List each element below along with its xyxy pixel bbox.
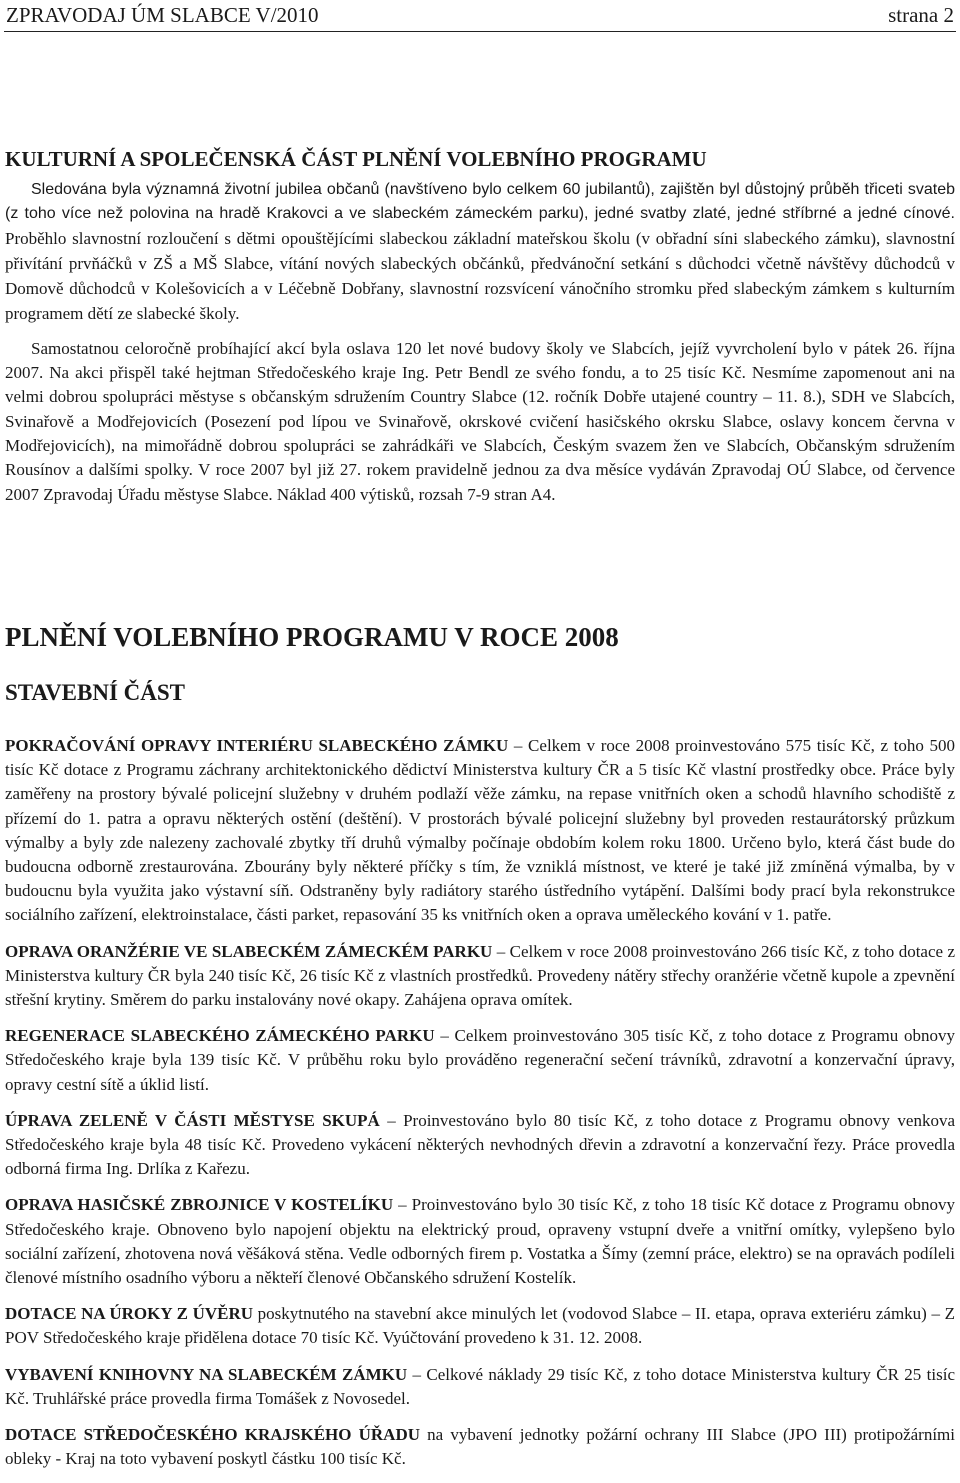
cultural-section-title: KULTURNÍ A SPOLEČENSKÁ ČÁST PLNĚNÍ VOLEBNÍHO PROGRAMU: [5, 147, 707, 171]
item-head: ÚPRAVA ZELENĚ V ČÁSTI MĚSTYSE SKUPÁ: [5, 1110, 380, 1130]
cultural-paragraph-1b: Proběhlo slavnostní rozloučení s dětmi opouštějícími slabeckou základní mateřskou školu (v obřadní síni slabeckého zámku), slavnostní přivítání prvňáčků v ZŠ a MŠ Slabce, vítání nových slabeckých občánků, předvánoční setkání s důchodci včetně návštěvy důchodců v Domově důchodců v Kolešovicích a v Léčebně Dobřany, slavnostní rozsvícení vánočního stromku před slabeckým zámkem s kulturním programem dětí ze slabecké školy.: [5, 228, 955, 324]
cultural-section-body: [5, 178, 955, 516]
item-head: OPRAVA ORANŽÉRIE VE SLABECKÉM ZÁMECKÉM PARKU: [5, 941, 493, 961]
item-text: – Proinvestováno bylo 80 tisíc Kč, z toho dotace z Programu obnovy venkova Středočeského kraje byla 48 tisíc Kč. Provedeno vykácení některých nevhodných dřevin a zdravotní a konzervační řezy. Práce provedla odborná firma Ing. Drlíka z Kařezu.: [5, 1110, 955, 1179]
item-orangery: [5, 940, 955, 1013]
item-castle-interior: [5, 734, 955, 928]
newsletter-title: ZPRAVODAJ ÚM SLABCE V/2010: [6, 3, 319, 27]
item-text: – Celkem v roce 2008 proinvestováno 575 tisíc Kč, z toho 500 tisíc Kč dotace z Programu záchrany architektonického dědictví Ministerstva kultury ČR a 5 tisíc Kč vlastní prostředky obce. Práce byly zaměřeny na prostory bývalé policejní služebny v druhém podlaží věže zámku, na repase vnitřních oken a schodů hlavního schodiště z přízemí do 1. patra a opravu některých ostění (deštění). V prostorách bývalé policejní služebny byl proveden restaurátorský průzkum výmalby a byly zde nalezeny zachovalé zbytky tří druhů výmalby počínaje obdobím kolem roku 1800. Určeno bylo, která část bude do budoucna odborně zrestaurována. Zbourány byly některé příčky s tím, že vzniklá místnost, ve které je také již zmíněná výmalba, by v budoucnu byla využita jako výstavní síň. Odstraněny byly radiátory starého ústředního vytápění. Dalšími body prací byla rekonstrukce sociálního zařízení, elektroinstalace, části parket, repasování 35 ks vnitřních oken a oprava uměleckého kování v 1. patře.: [5, 736, 955, 925]
cultural-paragraph-1: [5, 178, 955, 328]
item-text: – Celkem proinvestováno 305 tisíc Kč, z toho dotace z Programu obnovy Středočeského kraje byla 139 tisíc Kč. V průběhu roku bylo prováděno regenerační sečení trávníků, zdravotní a konzervační úpravy, opravy cestní sítě a úklid listí.: [5, 1026, 955, 1094]
item-text: – Celkem v roce 2008 proinvestováno 266 tisíc Kč, z toho dotace z Ministerstva kultury ČR byla 240 tisíc Kč, 26 tisíc Kč z vlastních prostředků. Provedeny nátěry střechy oranžérie včetně kupole a zpevnění střešní krytiny. Směrem do parku instalovány nové okapy. Zahájena oprava omítek.: [5, 941, 955, 1010]
item-loan-interest: [5, 1302, 955, 1350]
item-fire-station: [5, 1193, 955, 1290]
construction-subtitle: STAVEBNÍ ČÁST: [5, 680, 186, 705]
construction-items: [5, 734, 955, 1483]
item-text: – Celkové náklady 29 tisíc Kč, z toho dotace Ministerstva kultury ČR 25 tisíc Kč. Truhlářské práce provedla firma Tomášek z Novosedel.: [5, 1364, 955, 1408]
item-regional-subsidy: [5, 1423, 955, 1471]
program-2008-title: PLNĚNÍ VOLEBNÍHO PROGRAMU V ROCE 2008: [5, 622, 619, 652]
item-greenery-skupa: [5, 1109, 955, 1182]
cultural-paragraph-2: Samostatnou celoročně probíhající akcí byla oslava 120 let nové budovy školy ve Slabcích, jejíž vyvrcholení bylo v pátek 26. října 2007. Na akci přispěl také hejtman Středočeského kraje Ing. Petr Bendl ze svého fondu, a to 25 tisíc Kč. Nesmíme zapomenout ani na velmi dobrou spolupráci městyse s občanským sdružením Country Slabce (12. ročník Dobře utajené country – 11. 8.), SDH ve Slabcích, Svinařově a Modřejovicích (Posezení pod lípou ve Svinařově, okrskové cvičení hasičského okrsku Slabce, oslavy koncem června v Modřejovicích), na mimořádně dobrou spolupráci se zahrádkáři ve Slabcích, Českým svazem žen ve Slabcích, Občanským sdružením Rousínov a dalšími spolky. V roce 2007 byl již 27. rokem pravidelně jednou za dva měsíce vydáván Zpravodaj OÚ Slabce, od července 2007 Zpravodaj Úřadu městyse Slabce. Náklad 400 výtisků, rozsah 7-9 stran A4.: [5, 338, 955, 504]
page-header: [4, 0, 956, 32]
item-text: na vybavení jednotky požární ochrany III Slabce (JPO III) protipožárními obleky - Kraj na toto vybavení poskytl částku 100 tisíc Kč.: [5, 1425, 955, 1469]
item-head: DOTACE STŘEDOČESKÉHO KRAJSKÉHO ÚŘADU: [5, 1425, 421, 1445]
item-head: DOTACE NA ÚROKY Z ÚVĚRU: [5, 1304, 254, 1324]
item-head: REGENERACE SLABECKÉHO ZÁMECKÉHO PARKU: [5, 1026, 435, 1046]
item-park-regeneration: [5, 1024, 955, 1097]
page-number: strana 2: [888, 3, 954, 27]
cultural-paragraph-1a: Sledována byla významná životní jubilea občanů (navštíveno bylo celkem 60 jubilantů), zajištěn byl důstojný průběh třiceti svateb (z toho více než polovina na hradě Krakovci a ve slabeckém zámeckém parku), jedné svatby zlaté, jedné stříbrné a jedné cínové.: [5, 181, 955, 223]
item-text: – Proinvestováno bylo 30 tisíc Kč, z toho 18 tisíc Kč dotace z Programu obnovy Středočeského kraje. Obnoveno bylo napojení objektu na elektrický proud, opraveny vstupní dveře a vnitřní omítky, vylepšeno bylo sociální zařízení, zhotovena nová věšáková stěna. Vedle odborných firem p. Vostatka a Šímy (zemní práce, elektro) se na opravách podíleli členové místního osadního výboru a někteří členové Občanského sdružení Kostelík.: [5, 1195, 955, 1288]
item-head: POKRAČOVÁNÍ OPRAVY INTERIÉRU SLABECKÉHO ZÁMKU: [5, 736, 509, 755]
item-library: [5, 1363, 955, 1411]
item-text: poskytnutého na stavební akce minulých let (vodovod Slabce – II. etapa, oprava exteriéru zámku) – Z POV Středočeského kraje přidělena dotace 70 tisíc Kč. Vyúčtování provedeno k 31. 12. 2008.: [5, 1304, 955, 1348]
item-head: OPRAVA HASIČSKÉ ZBROJNICE V KOSTELÍKU: [5, 1195, 394, 1215]
item-head: VYBAVENÍ KNIHOVNY NA SLABECKÉM ZÁMKU: [5, 1364, 408, 1384]
